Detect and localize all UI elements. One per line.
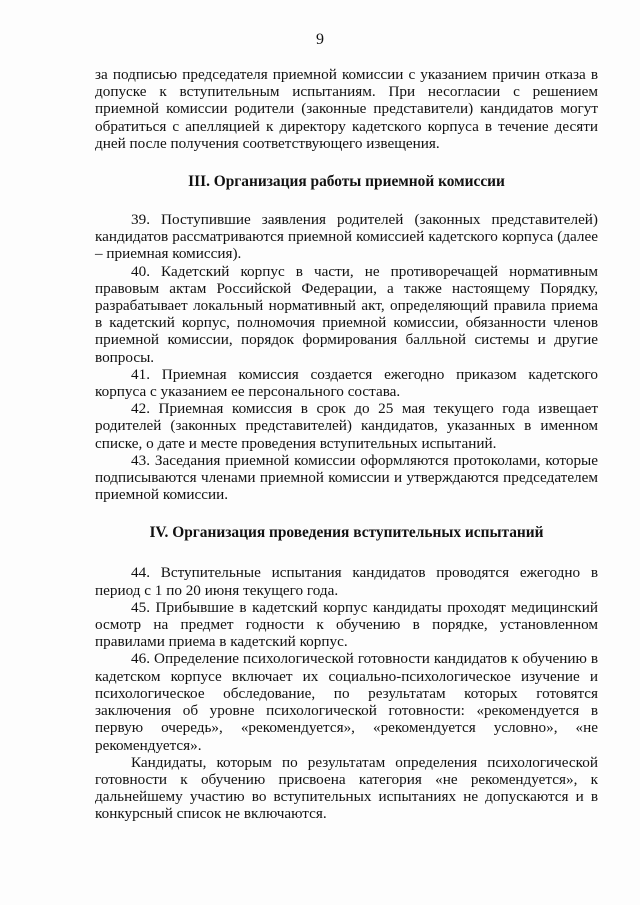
section-heading-3: III. Организация работы приемной комиссии [188, 173, 505, 191]
document-body [95, 66, 598, 823]
paragraph-candidates: Кандидаты, которым по результатам определения психологической готовности к обучению присвоена категория «не рекомендуется», к дальнейшему участию во вступительных испытаниях не допускаются и в конкурсный список не включаются. [95, 753, 598, 823]
section-heading-4: IV. Организация проведения вступительных испытаний [149, 524, 544, 542]
paragraph-39: 39. Поступившие заявления родителей (законных представителей) кандидатов рассматриваются приемной комиссией кадетского корпуса (далее – приемная комиссия). [95, 211, 598, 263]
paragraph-41: 41. Приемная комиссия создается ежегодно приказом кадетского корпуса с указанием ее персонального состава. [95, 365, 598, 401]
paragraph-45: 45. Прибывшие в кадетский корпус кандидаты проходят медицинский осмотр на предмет годности к обучению в порядке, установленном правилами приема в кадетский корпус. [95, 598, 598, 651]
paragraph-44: 44. Вступительные испытания кандидатов проводятся ежегодно в период с 1 по 20 июня текущего года. [95, 564, 598, 599]
paragraph-46: 46. Определение психологической готовности кандидатов к обучению в кадетском корпусе включает их социально-психологическое изучение и психологическое обследование, по результатам которых готовятся заключения об уровне психологической готовности: «рекомендуется в первую очередь», «рекомендуется», «рекомендуется условно», «не рекомендуется». [95, 650, 598, 754]
paragraph-43: 43. Заседания приемной комиссии оформляются протоколами, которые подписываются членами приемной комиссии и утверждаются председателем приемной комиссии. [95, 451, 598, 504]
paragraph-42: 42. Приемная комиссия в срок до 25 мая текущего года извещает родителей (законных представителей) кандидатов, указанных в именном списке, о дате и месте проведения вступительных испытаний. [95, 400, 598, 452]
page-number: 9 [316, 31, 324, 48]
paragraph-40: 40. Кадетский корпус в части, не противоречащей нормативным правовым актам Российской Федерации, а также настоящему Порядку, разрабатывает локальный нормативный акт, определяющий правила приема в кадетский корпус, полномочия приемной комиссии, обязанности членов приемной комиссии, порядок формирования балльной системы и другие вопросы. [95, 262, 598, 366]
paragraph-intro: за подписью председателя приемной комиссии с указанием причин отказа в допуске к вступительным испытаниям. При несогласии с решением приемной комиссии родители (законные представители) кандидатов могут обратиться с апелляцией к директору кадетского корпуса в течение десяти дней после получения соответствующего извещения. [95, 66, 598, 152]
